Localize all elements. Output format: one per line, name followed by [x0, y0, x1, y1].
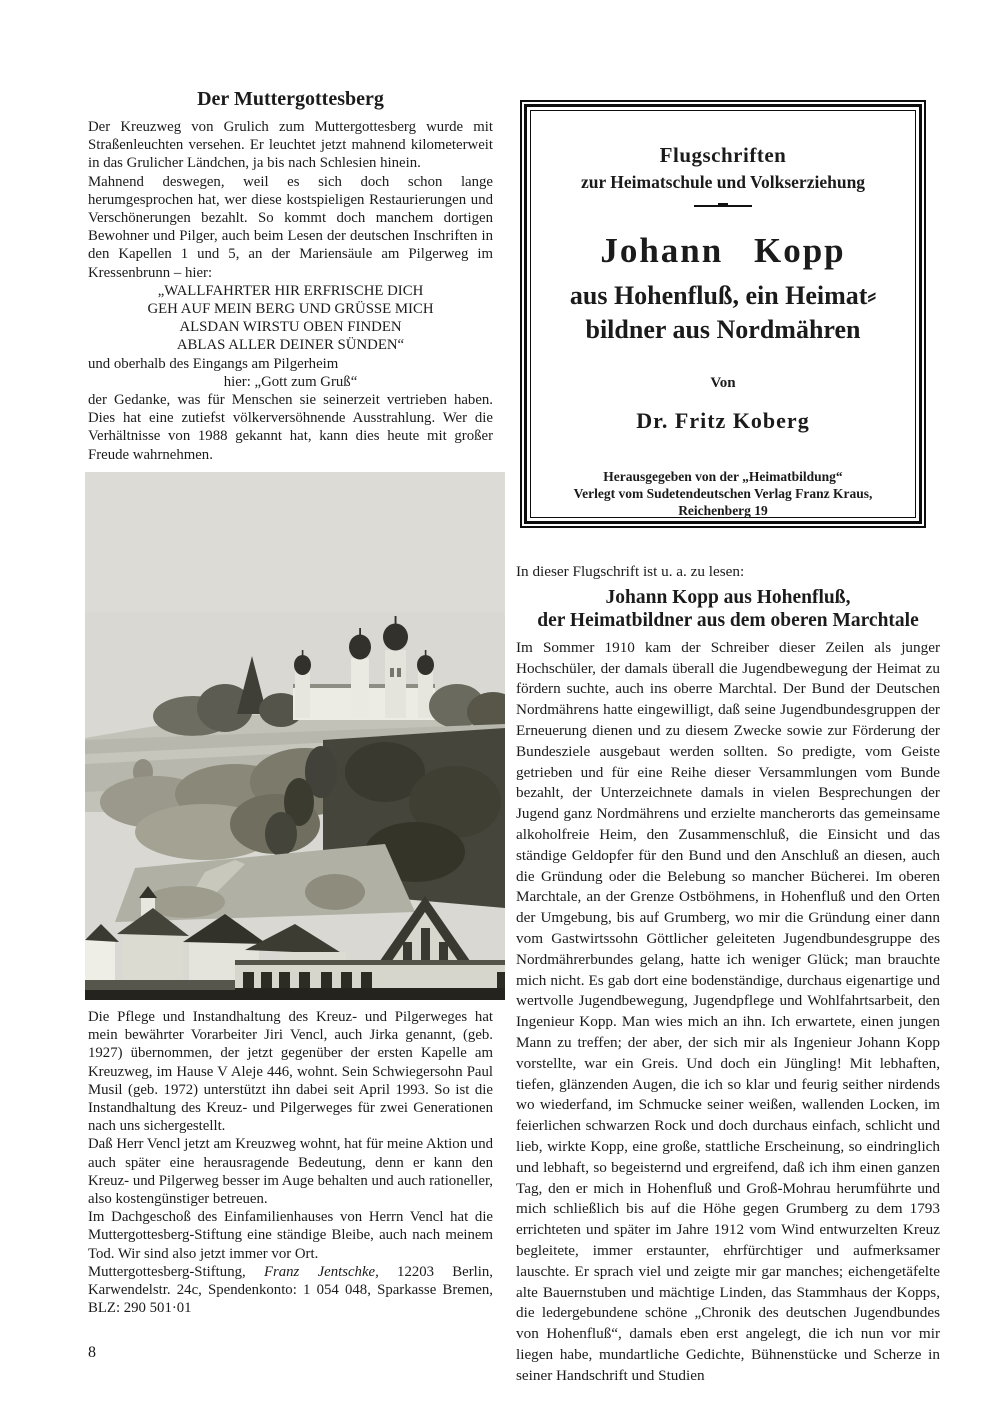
right-article — [516, 562, 940, 1386]
decorative-rule — [694, 205, 752, 207]
flyer-title-box — [520, 100, 926, 528]
article-title: Der Muttergottesberg — [197, 88, 384, 110]
article-paragraph: Der Kreuzweg von Grulich zum Muttergottesberg wurde mit Straßenleuchten versehen. Er leuchtet jetzt mahnend kilometerweit in das Grulicher Ländchen, ja bis nach Schlesien hinein. — [88, 119, 493, 172]
greeting-line: hier: „Gott zum Gruß“ — [223, 373, 358, 390]
left-article — [88, 88, 493, 464]
heading-line: Johann Kopp aus Hohenfluß, — [605, 586, 851, 608]
foundation-address — [88, 1263, 493, 1318]
flyer-author: Dr. Fritz Koberg — [636, 408, 810, 433]
flyer-series-subtitle: zur Heimatschule und Volkserziehung — [580, 172, 866, 192]
flyer-subtitle-line: bildner aus Nordmähren — [585, 315, 861, 344]
address-pre: Muttergottesberg-Stiftung, — [88, 1263, 264, 1280]
address-name: Franz Jentschke, — [263, 1263, 379, 1280]
flyer-publisher — [531, 468, 915, 519]
flyer-main-title: Johann Kopp — [600, 231, 846, 270]
article-paragraph: der Gedanke, was für Menschen sie seinerzeit vertrieben haben. Dies hat eine zutiefst völkerversöhnende Ausstrahlung. Wer die Verhältnisse von 1988 gekannt hat, kann dies heute mit großer Freude wahrnehmen. — [88, 392, 493, 463]
poem-line: GEH AUF MEIN BERG UND GRÜSSE MICH — [147, 301, 434, 318]
page-number: 8 — [88, 1344, 96, 1361]
flyer-series-title: Flugschriften — [659, 143, 787, 167]
publisher-line: Verlegt vom Sudetendeutschen Verlag Franz Kraus, — [573, 486, 873, 501]
flyer-von: Von — [710, 375, 736, 391]
article-paragraph: Mahnend deswegen, weil es sich doch schon lange herumgesprochen hat, wer diese kostspieligen Restaurierungen und Verschönerungen bezahlt. So kommt doch manchem dortigen Bewohner und Pilger, auch beim Lesen der deutschen Inschriften in den Kapellen 1 und 5, an der Mariensäule am Pilgerweg im Kressenbrunn – hier: — [88, 173, 493, 281]
poem-line: „WALLFAHRTER HIR ERFRISCHE DICH — [157, 282, 424, 299]
article-paragraph: Die Pflege und Instandhaltung des Kreuz- und Pilgerweges hat mein bewährter Vorarbeiter Jiri Vencl, auch Jirka genannt, (geb. 1927) übernommen, der jetzt gegenüber der ersten Kapelle am Kreuzweg, im Hause V Aleje 446, wohnt. Sein Schwiegersohn Paul Musil (geb. 1972) unterstützt ihn dabei seit April 1993. So ist die Instandhaltung des Kreuz- und Pilgerweges für zwei Generationen nach uns sichergestellt. — [88, 1009, 493, 1135]
article-paragraph: Daß Herr Vencl jetzt am Kreuzweg wohnt, hat für meine Aktion und auch später eine herausragende Bedeutung, denn er kann den Kreuz- und Pilgerweg besser im Auge behalten und auch rationeller, also kostengünstiger betreuen. — [88, 1136, 493, 1208]
poem-line: ABLAS ALLER DEINER SÜNDEN“ — [176, 337, 405, 354]
flyer-subtitle-line: aus Hohenfluß, ein Heimat⸗ — [569, 281, 877, 310]
flyer-frame-inner — [530, 110, 916, 518]
poem-line: ALSDAN WIRSTU OBEN FINDEN — [179, 319, 402, 336]
photo-muttergottesberg — [85, 472, 505, 1000]
address-post: 12203 Berlin, Karwendelstr. 24c, Spendenkonto: 1 054 048, Sparkasse Bremen, BLZ: 290 501·01 — [88, 1263, 493, 1317]
right-article-heading — [516, 586, 940, 633]
entrance-line: und oberhalb des Eingangs am Pilgerheim — [88, 355, 339, 372]
inscription-poem — [88, 282, 493, 355]
flyer-frame-middle — [524, 104, 922, 524]
article-paragraph: Im Dachgeschoß des Einfamilienhauses von Herrn Vencl hat die Muttergottesberg-Stiftung eine ständige Bleibe, auch nach meinem Tod. Wir sind also jetzt immer vor Ort. — [88, 1209, 493, 1262]
right-article-body: Im Sommer 1910 kam der Schreiber dieser Zeilen als junger Hochschüler, der damals überall die Jugendbewegung der Heimat zu fördern suchte, auch ins oberre Marchtal. Der Bund der Deutschen Nordmährens hatte eingewilligt, daß seine Jugendbundesgruppen der Erneuerung dienen und zu diesem Zwecke sowie zur Förderung der Bundesziele ausgebaut werden sollten. So predigte, vom Geiste getrieben und für eine Reihe dieser Versammlungen vom Bunde bezahlt, der Unterzeichnete damals in vielen Besprechungen der Jugend ganz Nordmährens und erzielte mancherorts das gemeinsame alkoholfreie Heim, den Zusammenschluß, die Einsicht und das ständige Geldopfer für den Bund und den Anschluß an diesen, auch die Gründung oder die Belebung so mancher Bücherei. Im oberen Marchtale, an der Grenze Ostböhmens, in Hohenfluß und den Orten der Umgebung, bis auf Grumberg, wo mir die Gründung einer dann vom Gastwirtssohn Göttlicher geleiteten Jugendbundesgruppe des Nordmährerbundes gelang, hatte ich weniger Glück; man brauchte mich nicht. Es gab dort eine bodenständige, durchaus eigenartige und wertvolle Jugendbewegung, Jugendpflege und Wohlfahrtsarbeit, den Ingenieur Kopp. Man wies mich an ihn. Ich erwartete, einen jungen Mann zu treffen; der aber, der sich mir als Ingenieur Johann Kopp vorstellte, war ein Greis. Und doch ein Jüngling! Mit lebhaften, tiefen, glänzenden Augen, die ich so klar und feurig seither nirdends wo wiederfand, im Schmucke seiner weißen, wallenden Locken, im feierlichen schwarzen Rock und doch durchaus einfach, schlicht und lieb, wirkte Kopp, eine große, stattliche Erscheinung, so eindringlich und lebhaft, so begeisternd und ergreifend, daß ich ihm einen ganzen Tag, den er mich in Hohenfluß und Groß-Mohrau herumführte und mich schließlich bis auf die Höhe gegen Grumberg zu dem 1793 errichteten und später im Jahre 1912 vom Wind entwurzelten Kreuz begleitete, immer erstaunter, ehrfürchtiger und aufmerksamer lauschte. Er sprach viel und zeigte mir gar manches; eichengetäfelte alte Bauernstuben und mächtige Linden, das Stammhaus der Kopps, die ledergebundene schöne „Chronik des deutschen Jugendbundes von Hohenfluß“, damals eben erst angelegt, die ich nun vor mir liegen habe, mundartliche Gedichte, Bühnenstücke und Scherze in seiner Handschrift und Studien — [516, 638, 940, 1384]
publisher-line: Herausgegeben von der „Heimatbildung“ — [603, 469, 843, 484]
publisher-line: Reichenberg 19 — [678, 503, 768, 518]
photo-illustration — [85, 472, 505, 1000]
heading-line: der Heimatbildner aus dem oberen Marchtale — [537, 610, 919, 632]
left-lower-article — [88, 1008, 493, 1317]
right-intro-line: In dieser Flugschrift ist u. a. zu lesen: — [516, 563, 745, 580]
